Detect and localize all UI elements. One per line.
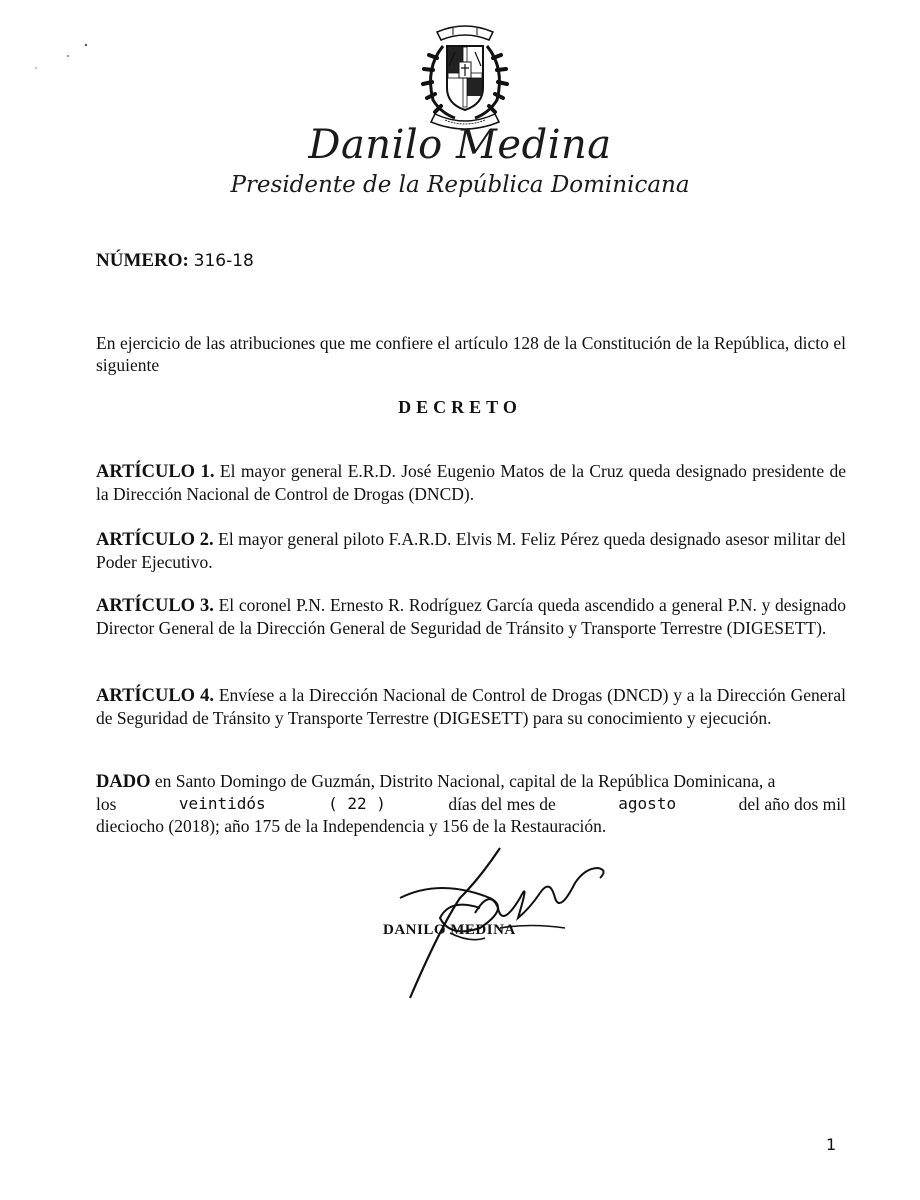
article-2-label: ARTÍCULO 2. xyxy=(96,530,214,550)
dado-day-words: veintidós xyxy=(178,794,266,813)
article-1-label: ARTÍCULO 1. xyxy=(96,462,215,482)
article-2-text: El mayor general piloto F.A.R.D. Elvis M. Feliz Pérez queda designado asesor militar del Poder Ejecutivo. xyxy=(96,529,847,572)
dado-clause xyxy=(96,770,846,837)
article-1-text: El mayor general E.R.D. José Eugenio Matos de la Cruz queda designado presidente de la Dirección Nacional de Control de Drogas (DNCD). xyxy=(96,461,846,504)
dado-line1: en Santo Domingo de Guzmán, Distrito Nacional, capital de la República Dominicana, a xyxy=(150,771,776,791)
article-3 xyxy=(96,594,846,639)
dado-label: DADO xyxy=(96,772,151,792)
article-1 xyxy=(96,460,846,505)
decree-number xyxy=(96,250,254,272)
dado-los: los xyxy=(96,794,117,814)
page-number: 1 xyxy=(826,1135,837,1154)
dado-year-text: del año dos mil xyxy=(738,794,846,814)
letterhead-name: Danilo Medina xyxy=(308,122,612,168)
dado-mes-de: días del mes de xyxy=(448,794,556,814)
signatory-name: DANILO MEDINA xyxy=(383,922,516,938)
dado-line2 xyxy=(96,793,846,815)
letterhead-title: Presidente de la República Dominicana xyxy=(230,172,690,198)
decree-heading: DECRETO xyxy=(398,397,522,417)
dado-day-number: ( 22 ) xyxy=(328,794,386,813)
article-4-text: Envíese a la Dirección Nacional de Control de Drogas (DNCD) y a la Dirección General de Seguridad de Tránsito y Transporte Terrestre (DIGESETT) para su conocimiento y ejecución. xyxy=(96,685,846,728)
article-4 xyxy=(96,684,846,729)
dominican-coat-of-arms-icon xyxy=(415,18,515,130)
decree-number-label: NÚMERO: xyxy=(96,250,189,271)
dado-line3: dieciocho (2018); año 175 de la Independencia y 156 de la Restauración. xyxy=(96,816,607,836)
preamble: En ejercicio de las atribuciones que me confiere el artículo 128 de la Constitución de la República, dicto el siguiente xyxy=(96,333,846,375)
article-3-label: ARTÍCULO 3. xyxy=(96,596,214,616)
decree-number-value: 316-18 xyxy=(193,251,254,271)
article-4-label: ARTÍCULO 4. xyxy=(96,686,214,706)
article-3-text: El coronel P.N. Ernesto R. Rodríguez García queda ascendido a general P.N. y designado Director General de la Dirección General de Seguridad de Tránsito y Transporte Terrestre (DIGESETT). xyxy=(96,595,846,638)
article-2 xyxy=(96,528,846,573)
dado-month: agosto xyxy=(618,794,677,813)
scan-specks xyxy=(0,0,120,80)
